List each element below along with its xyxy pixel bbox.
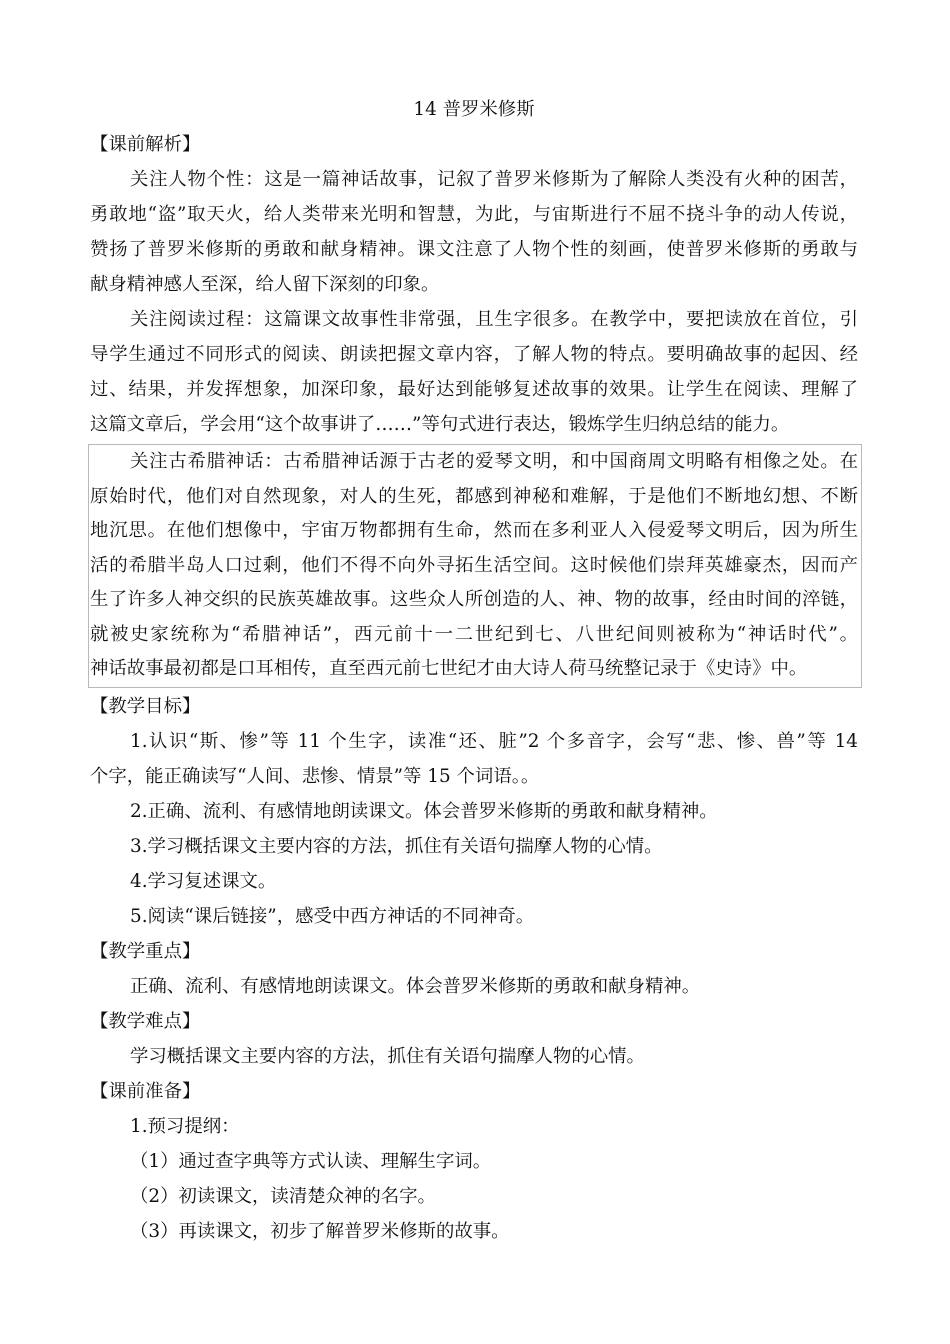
preparation-item: （3）再读课文，初步了解普罗米修斯的故事。 (130, 1220, 510, 1242)
section-heading: 【课前解析】 (90, 134, 201, 155)
preparation-item: （2）初读课文，读清楚众神的名字。 (130, 1185, 436, 1207)
paragraph-line: 导学生通过不同形式的阅读、朗读把握文章内容，了解人物的特点。要明确故事的起因、经 (90, 344, 858, 365)
section-heading: 【教学重点】 (90, 940, 201, 962)
paragraph-line: 勇敢地“盗”取天火，给人类带来光明和智慧，为此，与宙斯进行不屈不挠斗争的动人传说， (90, 204, 858, 225)
paragraph-character (90, 162, 858, 302)
key-point-text: 正确、流利、有感情地朗读课文。体会普罗米修斯的勇敢和献身精神。 (130, 975, 701, 997)
preparation-item: 1.预习提纲： (130, 1115, 240, 1137)
section-difficulty (90, 1004, 858, 1074)
objective-item: 2.正确、流利、有感情地朗读课文。体会普罗米修斯的勇敢和献身精神。 (130, 800, 718, 822)
paragraph-line: 赞扬了普罗米修斯的勇敢和献身精神。课文注意了人物个性的刻画，使普罗米修斯的勇敢与 (90, 239, 858, 260)
section-heading: 【教学难点】 (90, 1010, 201, 1032)
document-title: 14 普罗米修斯 (413, 99, 535, 120)
paragraph-line: 原始时代，他们对自然现象，对人的生死，都感到神秘和难解，于是他们不断地幻想、不断 (90, 485, 858, 507)
objective-item: 3.学习概括课文主要内容的方法，抓住有关语句揣摩人物的心情。 (130, 835, 663, 857)
difficulty-text: 学习概括课文主要内容的方法，抓住有关语句揣摩人物的心情。 (130, 1045, 645, 1067)
paragraph-line: 就被史家统称为“希腊神话”，西元前十一二世纪到七、八世纪间则被称为“神话时代”。 (90, 623, 858, 645)
paragraph-line: 关注阅读过程：这篇课文故事性非常强，且生字很多。在教学中，要把读放在首位，引 (130, 309, 858, 330)
paragraph-line: 过、结果，并发挥想象，加深印象，最好达到能够复述故事的效果。让学生在阅读、理解了 (90, 379, 858, 400)
objective-line: 个字，能正确读写“人间、悲惨、情景”等 15 个词语。。 (90, 765, 540, 787)
paragraph-line: 献身精神感人至深，给人留下深刻的印象。 (90, 274, 440, 295)
objective-item: 5.阅读“课后链接”，感受中西方神话的不同神奇。 (130, 905, 535, 927)
objective-item (90, 724, 858, 794)
section-preparation (90, 1074, 858, 1249)
paragraph-greek-myth-box (88, 444, 862, 688)
paragraph-line: 这篇文章后，学会用“这个故事讲了……”等句式进行表达，锻炼学生归纳总结的能力。 (90, 414, 790, 435)
section-key-point (90, 934, 858, 1004)
preparation-item: （1）通过查字典等方式认读、理解生字词。 (130, 1150, 492, 1172)
paragraph-line: 神话故事最初都是口耳相传，直至西元前七世纪才由大诗人荷马统整记录于《史诗》中。 (90, 658, 808, 679)
section-analysis (90, 127, 858, 688)
document-body (90, 92, 858, 1249)
paragraph-line: 地沉思。在他们想像中，宇宙万物都拥有生命，然而在多利亚人入侵爱琴文明后，因为所生 (90, 520, 858, 541)
section-heading: 【教学目标】 (90, 695, 201, 717)
paragraph-line: 活的希腊半岛人口过剩，他们不得不向外寻拓生活空间。这时候他们崇拜英雄豪杰，因而产 (90, 554, 858, 576)
paragraph-line: 关注人物个性：这是一篇神话故事，记叙了普罗米修斯为了解除人类没有火种的困苦， (130, 169, 858, 190)
section-heading: 【课前准备】 (90, 1080, 201, 1102)
paragraph-line: 关注古希腊神话：古希腊神话源于古老的爱琴文明，和中国商周文明略有相像之处。在 (130, 451, 858, 472)
paragraph-line: 生了许多人神交织的民族英雄故事。这些众人所创造的人、神、物的故事，经由时间的淬链， (90, 589, 858, 610)
objective-line: 1.认识“斯、惨”等 11 个生字，读准“还、脏”2 个多音字，会写“悲、惨、兽”等 14 (130, 730, 858, 752)
section-objectives (90, 689, 858, 934)
paragraph-reading (90, 302, 858, 442)
objective-item: 4.学习复述课文。 (130, 870, 277, 892)
